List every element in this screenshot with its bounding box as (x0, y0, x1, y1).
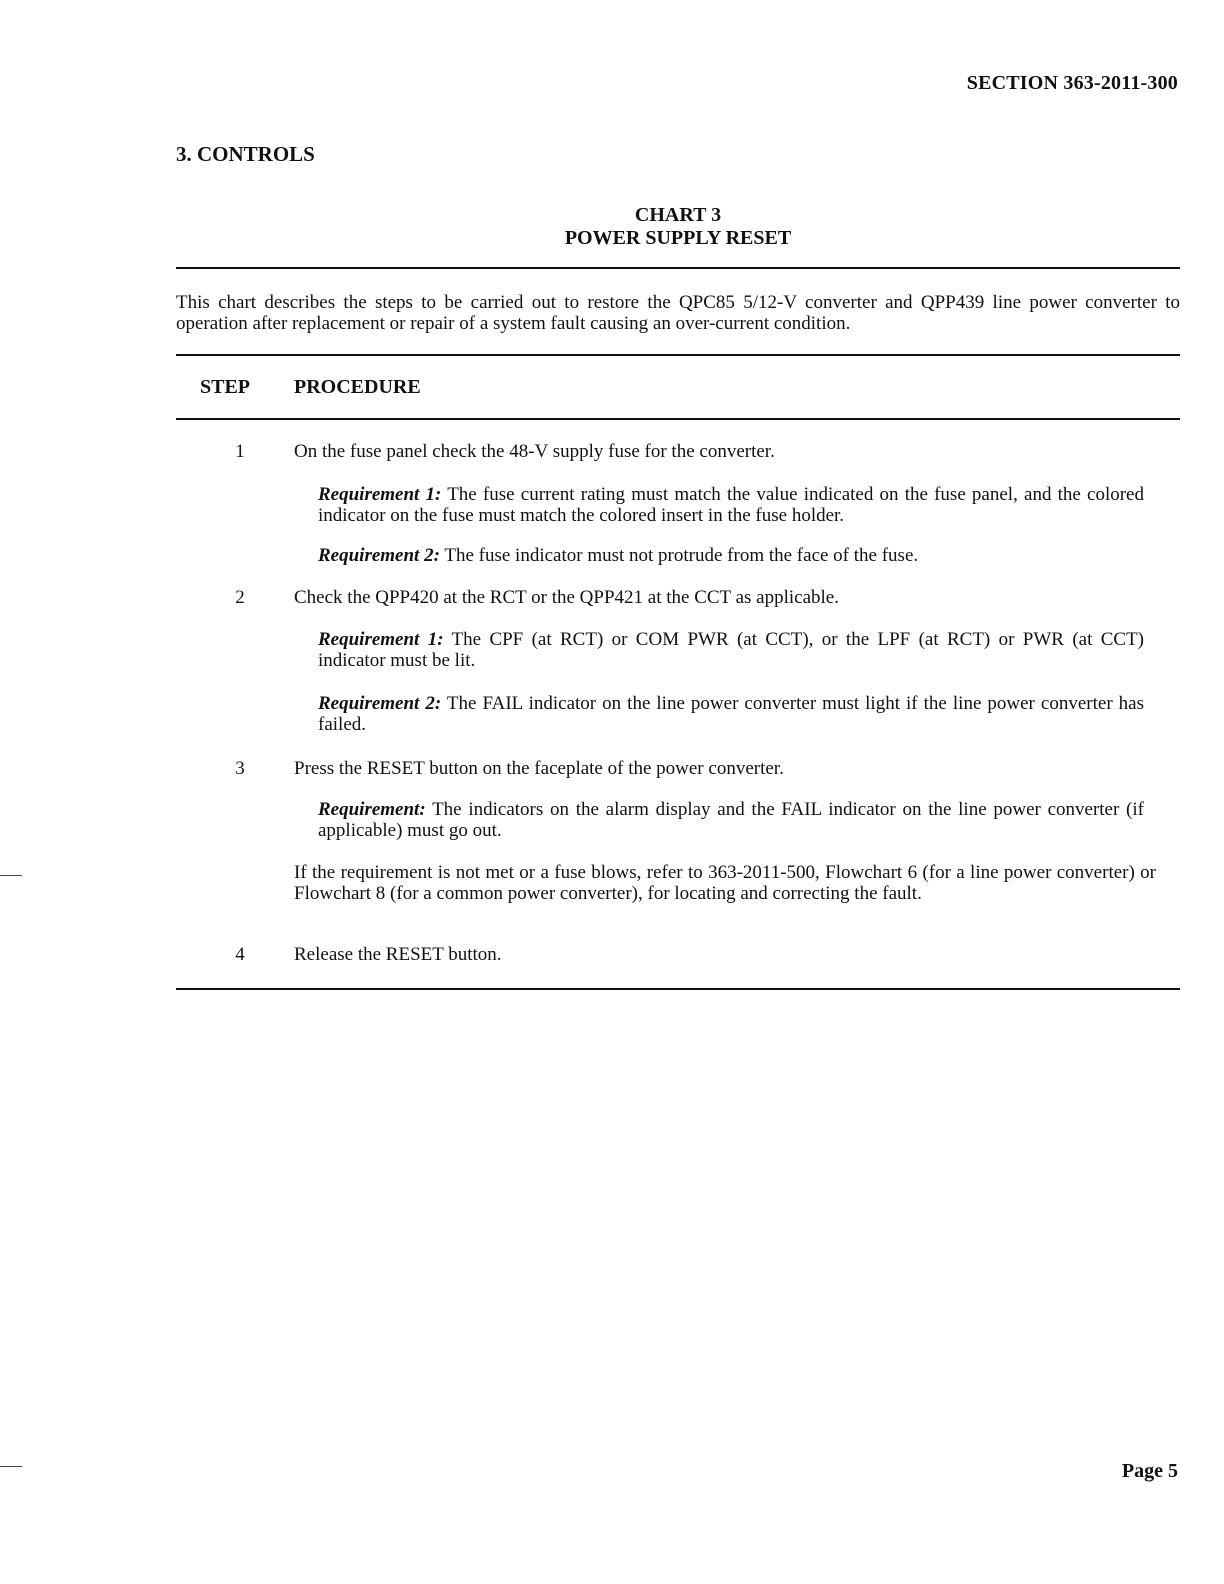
requirement (318, 545, 1144, 566)
requirement-text: The fuse current rating must match the value indicated on the fuse panel, and the colored indicator on the fuse must match the colored insert in the fuse holder. (318, 484, 1144, 526)
requirement-label: Requirement 2: (318, 545, 440, 566)
margin-mark (0, 1466, 22, 1467)
requirement (318, 484, 1144, 526)
step-text: Check the QPP420 at the RCT or the QPP421 at the CCT as applicable. (294, 587, 839, 608)
requirement-text: The indicators on the alarm display and the FAIL indicator on the line power converter (if applicable) must go out. (318, 799, 1144, 841)
requirement (318, 799, 1144, 841)
requirement-label: Requirement 1: (318, 484, 442, 505)
requirement-label: Requirement: (318, 799, 426, 820)
requirement-text: The fuse indicator must not protrude from the face of the fuse. (444, 545, 919, 566)
section-header: SECTION 363-2011-300 (966, 72, 1178, 94)
intro-paragraph: This chart describes the steps to be carried out to restore the QPC85 5/12-V converter and QPP439 line power converter to operation after replacement or repair of a system fault causing an over-current condition. (176, 292, 1180, 334)
requirement-label: Requirement 1: (318, 629, 444, 650)
requirement-text: The FAIL indicator on the line power converter must light if the line power converter has failed. (318, 693, 1144, 735)
step-number: 2 (235, 587, 245, 608)
rule-top (176, 267, 1180, 269)
requirement-text: The CPF (at RCT) or COM PWR (at CCT), or the LPF (at RCT) or PWR (at CCT) indicator must be lit. (318, 629, 1144, 671)
step-text: Press the RESET button on the faceplate of the power converter. (294, 758, 784, 779)
step-text: Release the RESET button. (294, 944, 502, 965)
rule-header-bottom (176, 418, 1180, 420)
chart-number: CHART 3 (634, 204, 722, 226)
column-header-step: STEP (200, 376, 251, 398)
step-text: On the fuse panel check the 48-V supply fuse for the converter. (294, 441, 775, 462)
chart-title: POWER SUPPLY RESET (564, 227, 792, 249)
rule-bottom (176, 988, 1180, 990)
step-number: 4 (235, 944, 245, 965)
rule-intro-bottom (176, 354, 1180, 356)
column-header-procedure: PROCEDURE (294, 376, 421, 398)
margin-mark (0, 875, 22, 876)
step-note: If the requirement is not met or a fuse blows, refer to 363-2011-500, Flowchart 6 (for a line power converter) or Flowchart 8 (for a common power converter), for locating and correcting the fault. (294, 862, 1156, 904)
step-number: 3 (235, 758, 245, 779)
requirement (318, 629, 1144, 671)
section-title: 3. CONTROLS (176, 142, 315, 166)
page-number: Page 5 (1121, 1460, 1178, 1482)
requirement (318, 693, 1144, 735)
step-number: 1 (235, 441, 245, 462)
requirement-label: Requirement 2: (318, 693, 442, 714)
